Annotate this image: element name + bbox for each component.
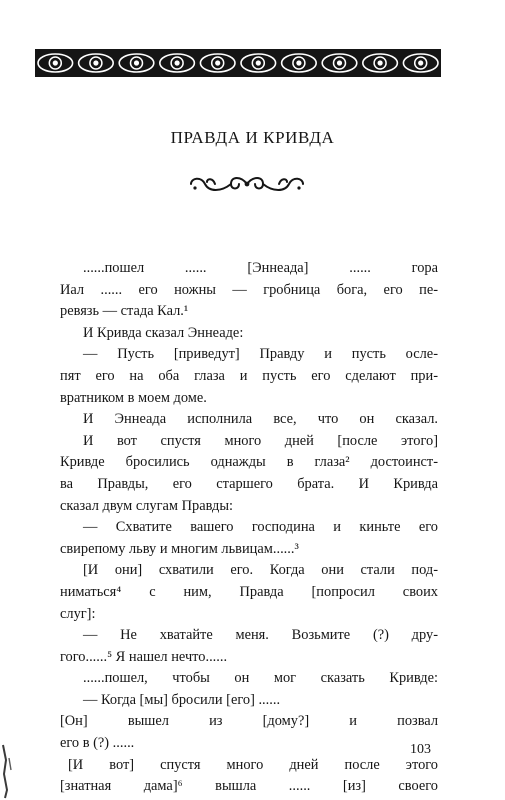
text-line: свирепому льву и многим львицам......³ [60, 540, 299, 557]
text-line: — Когда [мы] бросили [его] ...... [83, 691, 281, 708]
text-line: гого......⁵ Я нашел нечто...... [60, 648, 228, 665]
text-line: [И они] схватили его. Когда они стали под- [83, 562, 438, 579]
page-number: 103 [410, 742, 431, 757]
body-text [60, 258, 438, 798]
text-line: — Пусть [приведут] Правду и пусть осле- [83, 346, 438, 363]
text-line: ......пошел ...... [Эннеада] ...... гора [83, 260, 438, 276]
text-line: [знатная дама]⁶ вышла ...... [из] своего [60, 778, 438, 795]
text-line: слуг]: [60, 605, 96, 622]
text-line: И вот спустя много дней [после этого] [83, 432, 438, 449]
text-line: — Не хватайте меня. Возьмите (?) дру- [83, 627, 438, 644]
text-line: [И вот] спустя много дней после этого [68, 756, 438, 773]
text-line: ревязь — стада Кал.¹ [60, 303, 189, 320]
text-line: ва Правды, его старшего брата. И Кривда [60, 475, 438, 492]
text-line: [Он] вышел из [дому?] и позвал [60, 713, 438, 730]
text-line: сказал двум слугам Правды: [60, 497, 234, 514]
text-line: Кривде бросились однажды в глаза² достоинст- [60, 454, 438, 471]
scan-edge-smudge [0, 740, 16, 800]
text-line: ниматься⁴ с ним, Правда [попросил своих [60, 583, 438, 600]
text-line: ......пошел, чтобы он мог сказать Кривде: [83, 670, 438, 687]
text-line: И Эннеада исполнила все, что он сказал. [83, 411, 438, 428]
fleuron-ornament [187, 172, 307, 196]
text-line: вратником в моем доме. [60, 389, 207, 406]
text-line: — Схватите вашего господина и киньте его [83, 519, 438, 536]
text-line: Иал ...... его ножны — гробница бога, его пе- [60, 281, 438, 298]
story-title: ПРАВДА И КРИВДА [170, 128, 335, 147]
text-line: И Кривда сказал Эннеаде: [83, 324, 244, 341]
text-line: пят его на оба глаза и пусть его сделают при- [60, 367, 438, 384]
text-line: его в (?) ...... [60, 735, 135, 752]
ornamental-border [34, 48, 442, 78]
